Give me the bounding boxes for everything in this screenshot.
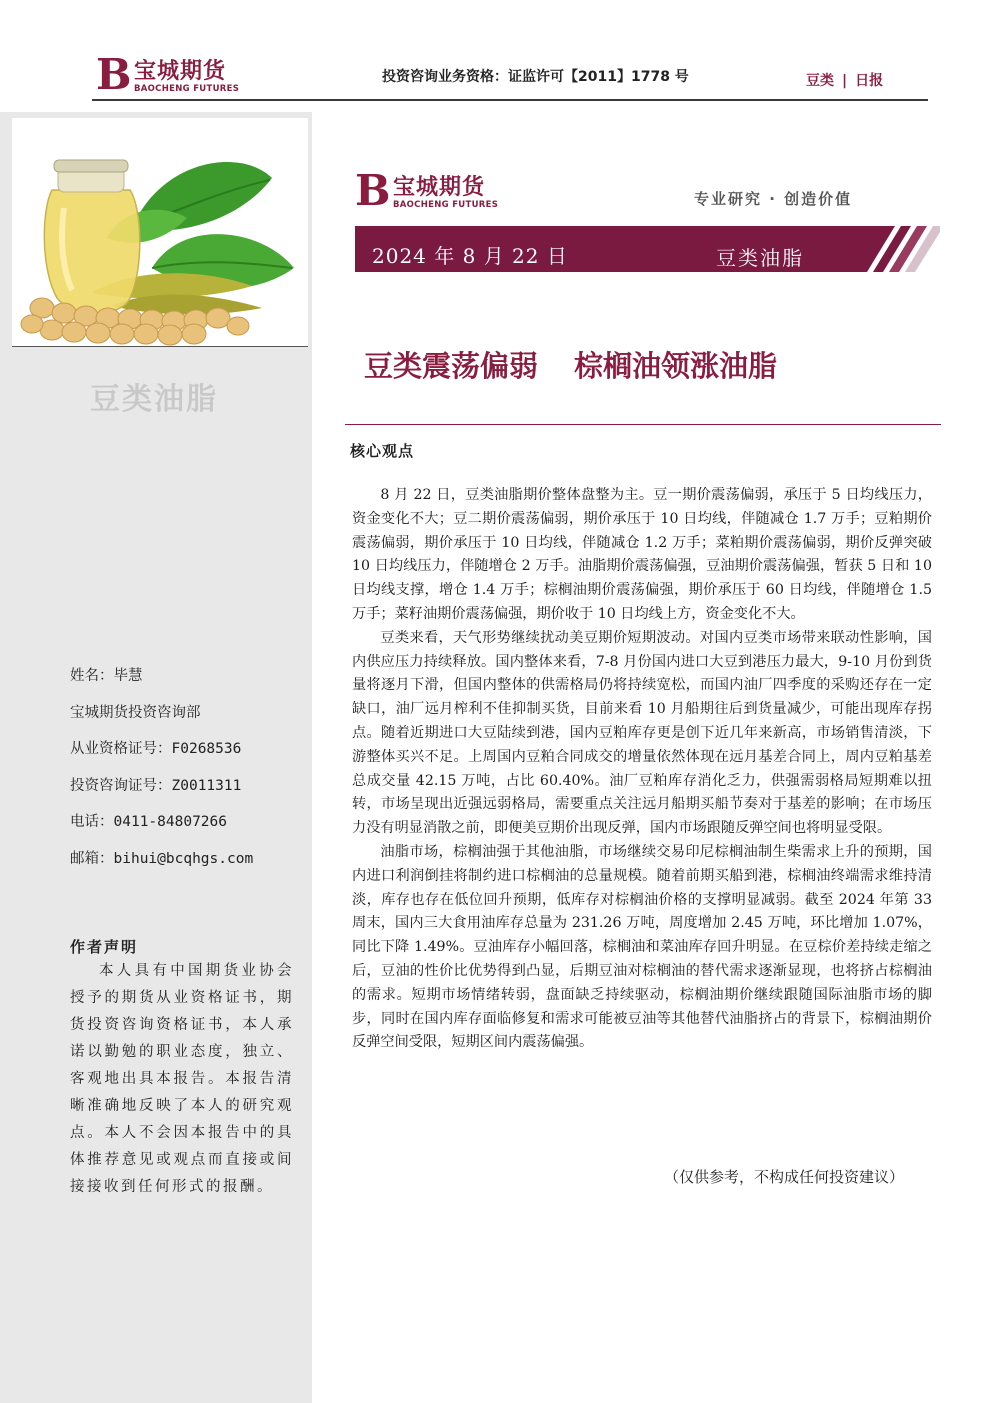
- report-brand-logo: [355, 168, 525, 216]
- disclaimer: （仅供参考，不构成任何投资建议）: [664, 1168, 905, 1186]
- report-category-label: 豆类: [806, 73, 834, 89]
- report-logo-name-en: BAOCHENG FUTURES: [393, 200, 499, 210]
- report-date: 2024 年 8 月 22 日: [372, 244, 568, 268]
- report-title: [364, 344, 777, 385]
- author-email: 邮箱：bihui@bcqhgs.com: [70, 850, 254, 867]
- report-type-separator: |: [842, 73, 848, 89]
- paragraph-oils: 油脂市场，棕榈油强于其他油脂，市场继续交易印尼棕榈油制生柴需求上升的预期，国内进口利润倒挂将制约进口棕榈油的总量规模。随着前期买船到港，棕榈油终端需求维持清淡，库存也存在低位回升预期，低库存对棕榈油价格的支撑明显减弱。截至 2024 年第 33 周末，国内三大食用油库存总量为 231.26 万吨，周度增加 2.45 万吨，环比增加 1.07%，同比下降 1.49%。豆油库存小幅回落，棕榈油和菜油库存回升明显。在豆棕价差持续走缩之后，豆油的性价比优势得到凸显，后期豆油对棕榈油的替代需求逐渐显现，也将挤占棕榈油的需求。短期市场情绪转弱，盘面缺乏持续驱动，棕榈油期价继续跟随国际油脂市场的脚步，同时在国内库存面临修复和需求可能被豆油等其他替代油脂挤占的背景下，棕榈油期价反弹空间受限，短期区间内震荡偏强。: [352, 843, 932, 1051]
- hero-divider: [12, 346, 308, 347]
- paragraph-soybean: 豆类来看，天气形势继续扰动美豆期价短期波动。对国内豆类市场带来联动性影响，国内供应压力持续释放。国内整体来看，7-8 月份国内进口大豆到港压力最大，9-10 月份到货量将逐月下滑，但国内整体的供需格局仍将持续宽松，而国内油厂四季度的采购还存在一定缺口，油厂远月榨利不佳抑制买货，目前来看 10 月船期往后到货量减少，可能出现库存拐点。随着近期进口大豆陆续到港，国内豆粕库存更是创下近几年来新高，市场销售清淡，下游整体买兴不足。上周国内豆粕合同成交的增量依然体现在远月基差合同上，周内豆粕基差总成交量 42.15 万吨，占比 60.40%。油厂豆粕库存消化乏力，供强需弱格局短期难以扭转，市场呈现出近强远弱格局，需要重点关注远月船期买船节奏对于基差的影响；在市场压力没有明显消散之前，即便美豆期价出现反弹，国内市场跟随反弹空间也将明显受限。: [352, 629, 932, 837]
- hero-image: [12, 118, 308, 346]
- report-body: [352, 484, 932, 1055]
- declaration-body: 本人具有中国期货业协会授予的期货从业资格证书，期货投资咨询资格证书，本人承诺以勤勉的职业态度，独立、客观地出具本报告。本报告清晰准确地反映了本人的研究观点。本人不会因本报告中的具体推荐意见或观点而直接或间接接收到任何形式的报酬。: [70, 963, 294, 1195]
- author-phone: 电话：0411-84807266: [70, 814, 227, 830]
- report-logo-mark: B: [355, 166, 391, 215]
- sidebar-category-watermark: 豆类油脂: [90, 382, 218, 417]
- slogan: 专业研究 · 创造价值: [694, 190, 853, 208]
- report-kind-label: 日报: [855, 73, 884, 89]
- brand-logo-mark: B: [96, 50, 132, 99]
- report-title-part1: 豆类震荡偏弱: [364, 349, 539, 383]
- brand-logo: [96, 52, 256, 100]
- author-name: 姓名：毕慧: [70, 668, 143, 684]
- brand-name-cn: 宝城期货: [134, 59, 227, 84]
- report-logo-name-cn: 宝城期货: [393, 175, 486, 200]
- report-type: [806, 70, 883, 90]
- paragraph-overview: 8 月 22 日，豆类油脂期价整体盘整为主。豆一期价震荡偏弱，承压于 5 日均线压力，资金变化不大；豆二期价震荡偏弱，期价承压于 10 日均线，伴随减仓 1.7 万手；豆粕期价震荡偏弱，期价承压于 10 日均线，伴随减仓 1.2 万手；菜粕期价震荡偏弱，期价反弹突破 10 日均线压力，伴随增仓 2 万手。油脂期价震荡偏强，豆油期价震荡偏强，暂获 5 日和 10 日均线支撑，增仓 1.4 万手；棕榈油期价震荡偏强，期价承压于 60 日均线，伴随增仓 1.5 万手；菜籽油期价震荡偏强，期价收于 10 日均线上方，资金变化不大。: [352, 487, 932, 622]
- practice-license: 从业资格证号：F0268536: [70, 741, 242, 757]
- author-contact: [70, 664, 253, 883]
- author-department: 宝城期货投资咨询部: [70, 704, 201, 721]
- title-divider: [345, 424, 941, 425]
- soybean-oil-illustration: [12, 118, 308, 346]
- report-category: 豆类油脂: [716, 246, 804, 270]
- consulting-license: 投资咨询证号：Z0011311: [70, 777, 242, 794]
- brand-name-en: BAOCHENG FUTURES: [134, 84, 240, 94]
- declaration-title: 作者声明: [70, 938, 139, 956]
- qualification-text: 投资咨询业务资格：证监许可【2011】1778 号: [382, 69, 689, 85]
- report-title-part2: 棕榈油领涨油脂: [574, 349, 778, 383]
- section-title: 核心观点: [350, 442, 415, 460]
- header-divider: [92, 99, 928, 101]
